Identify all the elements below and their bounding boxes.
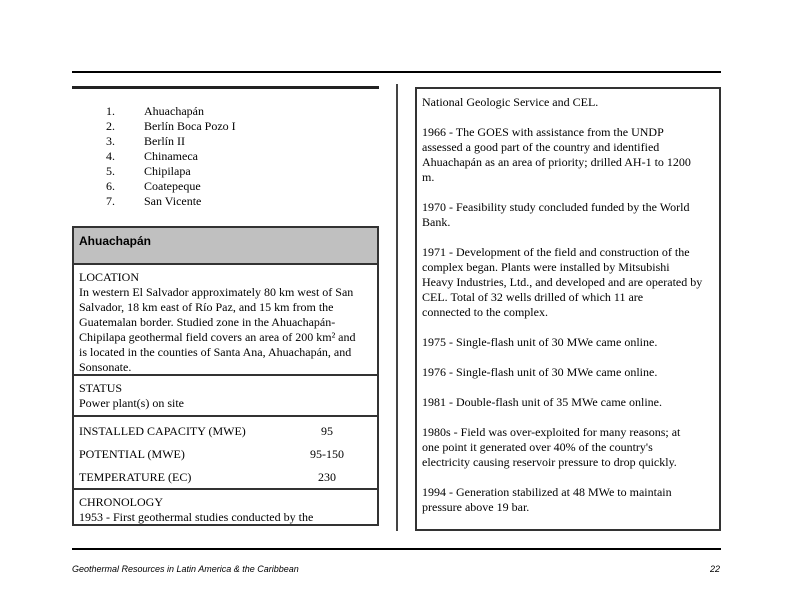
- list-number: 4.: [106, 149, 115, 163]
- location-text-line: is located in the counties of Santa Ana, Ahuachapán, and: [79, 345, 352, 359]
- location-text-line: Chipilapa geothermal field covers an area of 200 km² and: [79, 330, 356, 344]
- left-column-rule: [72, 86, 379, 89]
- chronology-line: National Geologic Service and CEL.: [422, 95, 599, 109]
- top-rule: [72, 71, 721, 73]
- footer-title: Geothermal Resources in Latin America & the Caribbean: [72, 564, 299, 574]
- list-name: Berlín Boca Pozo I: [144, 119, 236, 133]
- location-text-line: Sonsonate.: [79, 360, 132, 374]
- chronology-entry: [422, 365, 714, 380]
- property-row: [79, 443, 372, 466]
- list-name: San Vicente: [144, 194, 202, 208]
- status-label: STATUS: [79, 381, 123, 395]
- chronology-line: 1980s - Field was over-exploited for many reasons; at: [422, 425, 681, 439]
- list-number: 1.: [106, 104, 115, 118]
- status-value: Power plant(s) on site: [79, 396, 184, 410]
- chronology-line: complex began. Plants were installed by Mitsubishi: [422, 260, 670, 274]
- list-name: Berlín II: [144, 134, 185, 148]
- chronology-entry: 1953 - First geothermal studies conducted by the: [79, 510, 314, 524]
- list-name: Coatepeque: [144, 179, 201, 193]
- location-text-line: Salvador, 18 km east of Río Paz, and 15 km from the: [79, 300, 334, 314]
- field-title: Ahuachapán: [74, 228, 377, 265]
- chronology-line: m.: [422, 170, 435, 184]
- field-list: [106, 104, 236, 209]
- chronology-line: 1970 - Feasibility study concluded funded by the World: [422, 200, 690, 214]
- chronology-line: Ahuachapán as an area of priority; drilled AH-1 to 1200: [422, 155, 691, 169]
- column-divider: [396, 84, 398, 531]
- property-value: 95-150: [310, 447, 344, 461]
- chronology-line: assessed a good part of the country and identified: [422, 140, 660, 154]
- property-label: TEMPERATURE (ЕC): [79, 470, 192, 484]
- property-value: 230: [318, 470, 336, 484]
- chronology-entry: [422, 125, 714, 185]
- chronology-line: 1976 - Single-flash unit of 30 MWe came online.: [422, 365, 658, 379]
- chronology-entry: [422, 425, 714, 470]
- chronology-line: one point it generated over 40% of the country's: [422, 440, 653, 454]
- list-item: [106, 164, 236, 179]
- chronology-line: 1994 - Generation stabilized at 48 MWe to maintain: [422, 485, 672, 499]
- list-item: [106, 194, 236, 209]
- field-info-box: [72, 226, 379, 526]
- chronology-entry: [422, 200, 714, 230]
- list-name: Chipilapa: [144, 164, 191, 178]
- status-section: [74, 376, 377, 417]
- chronology-entry: [422, 95, 714, 110]
- property-row: [79, 466, 372, 489]
- property-row: [79, 420, 372, 443]
- chronology-line: electricity causing reservoir pressure to drop quickly.: [422, 455, 677, 469]
- list-item: [106, 119, 236, 134]
- properties-table: [74, 417, 377, 490]
- chronology-entry: [422, 395, 714, 410]
- list-number: 3.: [106, 134, 115, 148]
- location-text-line: In western El Salvador approximately 80 km west of San: [79, 285, 354, 299]
- list-number: 2.: [106, 119, 115, 133]
- list-number: 5.: [106, 164, 115, 178]
- chronology-line: 1981 - Double-flash unit of 35 MWe came online.: [422, 395, 662, 409]
- chronology-line: Bank.: [422, 215, 451, 229]
- property-label: INSTALLED CAPACITY (MWE): [79, 424, 246, 438]
- chronology-line: pressure above 19 bar.: [422, 500, 530, 514]
- page-number: 22: [709, 564, 720, 574]
- list-number: 7.: [106, 194, 115, 208]
- chronology-line: connected to the complex.: [422, 305, 548, 319]
- list-item: [106, 179, 236, 194]
- list-item: [106, 149, 236, 164]
- location-label: LOCATION: [79, 270, 139, 284]
- chronology-label: CHRONOLOGY: [79, 495, 163, 509]
- chronology-line: 1975 - Single-flash unit of 30 MWe came online.: [422, 335, 658, 349]
- chronology-entry: [422, 335, 714, 350]
- property-label: POTENTIAL (MWE): [79, 447, 185, 461]
- chronology-line: Heavy Industries, Ltd., and developed and are operated by: [422, 275, 703, 289]
- chronology-section: [74, 490, 377, 528]
- location-text-line: Guatemalan border. Studied zone in the Ahuachapán-: [79, 315, 336, 329]
- list-name: Chinameca: [144, 149, 198, 163]
- chronology-line: 1966 - The GOES with assistance from the UNDP: [422, 125, 664, 139]
- footer-rule: [72, 548, 721, 550]
- location-section: [74, 265, 377, 376]
- chronology-line: 1971 - Development of the field and construction of the: [422, 245, 690, 259]
- list-number: 6.: [106, 179, 115, 193]
- chronology-entry: [422, 485, 714, 515]
- property-value: 95: [321, 424, 333, 438]
- list-name: Ahuachapán: [144, 104, 204, 118]
- list-item: [106, 134, 236, 149]
- chronology-entry: [422, 245, 714, 320]
- chronology-line: CEL. Total of 32 wells drilled of which 11 are: [422, 290, 644, 304]
- chronology-continued-box: [415, 87, 721, 531]
- list-item: [106, 104, 236, 119]
